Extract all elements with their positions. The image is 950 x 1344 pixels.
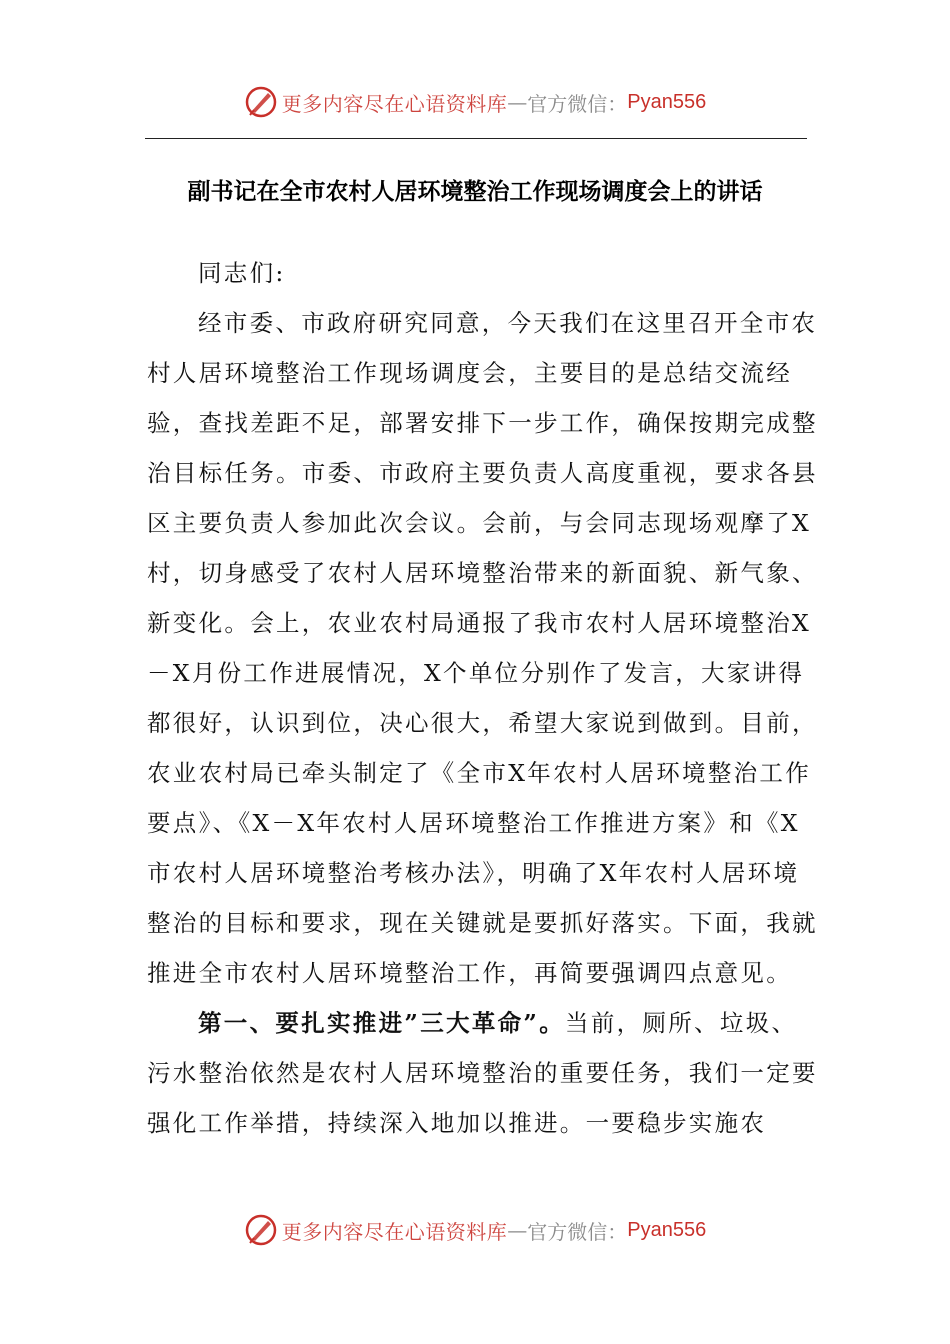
watermark-wechat-label: 官方微信： [527,1219,628,1244]
watermark-wechat-id: Pyan556 [627,90,707,113]
footer-watermark [0,1210,950,1250]
header-divider [145,138,807,139]
paragraph-first-point [147,998,822,1148]
watermark-dash: — [507,90,528,114]
first-point-heading: 第一、要扎实推进”三大革命”。 [198,1009,566,1037]
pen-logo-icon [244,85,278,119]
watermark-site-text: 更多内容尽在心语资料库 [281,91,508,116]
watermark-dash: — [507,1218,528,1242]
header-watermark [0,82,950,122]
paragraph-intro: 经市委、市政府研究同意，今天我们在这里召开全市农村人居环境整治工作现场调度会，主要目的是总结交流经验，查找差距不足，部署安排下一步工作，确保按期完成整治目标任务。市委、市政府主要负责人高度重视，要求各县区主要负责人参加此次会议。会前，与会同志现场观摩了X村，切身感受了农村人居环境整治带来的新面貌、新气象、新变化。会上，农业农村局通报了我市农村人居环境整治X－X月份工作进展情况，X个单位分别作了发言，大家讲得都很好，认识到位，决心很大，希望大家说到做到。目前，农业农村局已牵头制定了《全市X年农村人居环境整治工作要点》、《X－X年农村人居环境整治工作推进方案》和《X市农村人居环境整治考核办法》，明确了X年农村人居环境整治的目标和要求，现在关键就是要抓好落实。下面，我就推进全市农村人居环境整治工作，再简要强调四点意见。 [147,309,818,987]
first-point-text: 当前，厕所、垃圾、污水整治依然是农村人居环境整治的重要任务，我们一定要强化工作举措，持续深入地加以推进。一要稳步实施农 [147,1009,818,1137]
watermark-wechat-label: 官方微信： [527,91,628,116]
watermark-wechat-id: Pyan556 [627,1218,707,1241]
pen-logo-icon [244,1213,278,1247]
salutation: 同志们: [198,259,286,287]
watermark-site-text: 更多内容尽在心语资料库 [281,1219,508,1244]
document-body [147,248,822,1148]
document-title: 副书记在全市农村人居环境整治工作现场调度会上的讲话 [187,179,763,205]
